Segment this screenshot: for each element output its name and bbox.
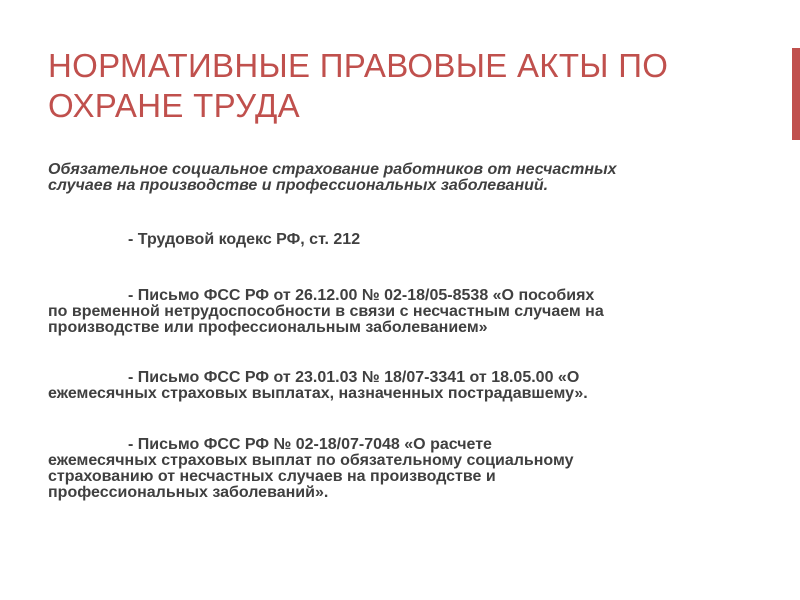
title-accent-bar [792, 48, 800, 140]
item3-line-1: - Письмо ФСС РФ от 23.01.03 № 18/07-3341 от 18.05.00 «О [128, 369, 580, 386]
slide-title [48, 46, 748, 126]
item2-line-1: - Письмо ФСС РФ от 26.12.00 № 02-18/05-8538 «О пособиях [128, 287, 595, 304]
item1-line-1: - Трудовой кодекс РФ, ст. 212 [128, 231, 361, 248]
item4-line-4: профессиональных заболеваний». [48, 484, 329, 501]
list-item-fss-letter-3341 [48, 370, 588, 402]
item2-line-2: по временной нетрудоспособности в связи с несчастным случаем на [48, 303, 604, 320]
list-item-labor-code [48, 232, 360, 248]
intro-paragraph [48, 162, 617, 194]
slide-title-line-2: ОХРАНЕ ТРУДА [48, 87, 300, 124]
item2-line-3: производстве или профессиональным заболеванием» [48, 319, 488, 336]
item4-line-3: страхованию от несчастных случаев на производстве и [48, 468, 496, 485]
list-item-fss-letter-8538 [48, 288, 604, 336]
intro-line-1: Обязательное социальное страхование работников от несчастных [48, 161, 617, 178]
item4-line-2: ежемесячных страховых выплат по обязательному социальному [48, 452, 574, 469]
slide-title-line-1: НОРМАТИВНЫЕ ПРАВОВЫЕ АКТЫ ПО [48, 47, 669, 84]
item3-line-2: ежемесячных страховых выплатах, назначенных пострадавшему». [48, 385, 588, 402]
intro-line-2: случаев на производстве и профессиональных заболеваний. [48, 177, 549, 194]
item4-line-1: - Письмо ФСС РФ № 02-18/07-7048 «О расчете [128, 436, 492, 453]
list-item-fss-letter-7048 [48, 437, 573, 501]
